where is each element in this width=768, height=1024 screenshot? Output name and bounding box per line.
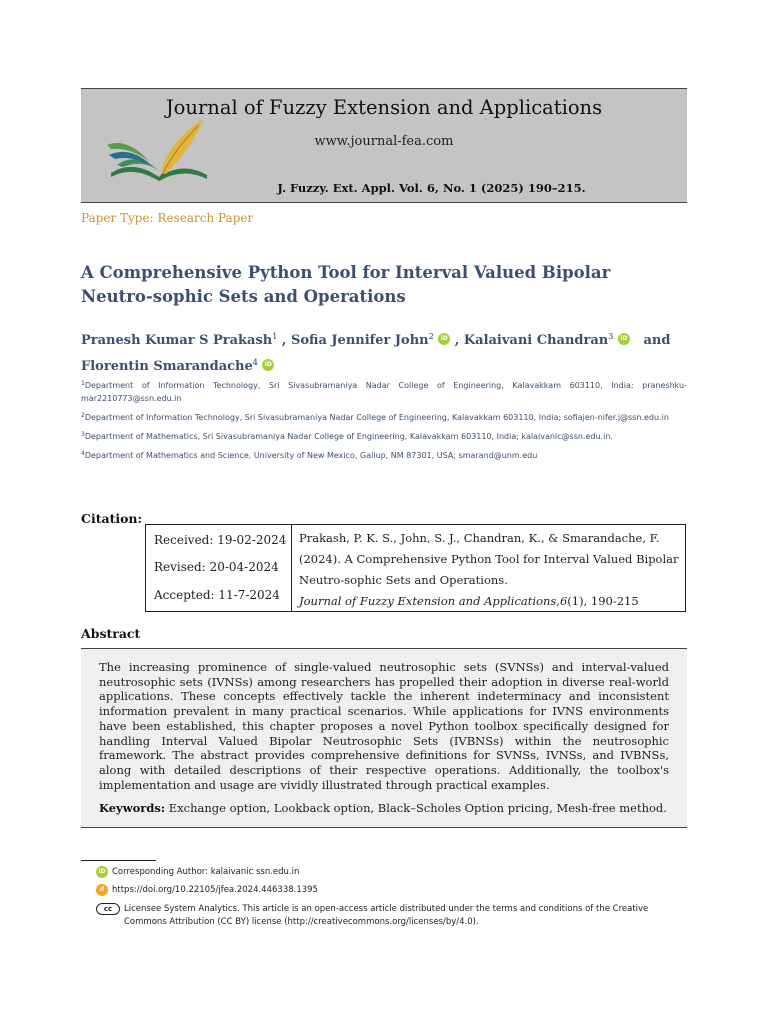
keywords	[99, 801, 667, 815]
abstract-text: The increasing prominence of single-valued neutrosophic sets (SVNSs) and interval-valued neutrosophic sets (IVNSs) among researchers has propelled their adoption in diverse real-world applications. These concepts effectively tackle the inherent indeterminacy and inconsistent information prevalent in many practical scenarios. While applications for IVNS environments have been established, this chapter proposes a novel Python toolbox specifically designed for handling Interval Valued Bipolar Neutrosophic Sets (IVBNSs) within the neutrosophic framework. The abstract provides comprehensive definitions for SVNSs, IVNSs, and IVBNSs, along with detailed descriptions of their respective operations. Additionally, the toolbox's implementation and usage are vividly illustrated through practical examples.	[99, 660, 669, 792]
citation-dates	[146, 525, 292, 611]
author-sup: 4	[252, 358, 258, 367]
affiliation-text: Department of Information Technology, Sri Sivasubramaniya Nadar College of Engineering, Kalavakkam 603110, India; praneshku-mar2210773@ssn.edu.in	[81, 381, 687, 403]
journal-header	[81, 88, 687, 203]
citation-line: Neutro-sophic Sets and Operations.	[299, 573, 508, 587]
keywords-text: Exchange option, Lookback option, Black–Scholes Option pricing, Mesh-free method.	[168, 801, 667, 815]
affiliations	[81, 377, 687, 466]
author-separator: ,	[277, 333, 287, 348]
cc-by-license-icon: cc	[96, 903, 120, 915]
orcid-icon[interactable]: iD	[262, 359, 274, 371]
author-sup: 3	[608, 332, 614, 341]
citation-box	[145, 524, 686, 612]
affiliation-item	[81, 409, 687, 424]
citation-journal-name: Journal of Fuzzy Extension and Applications,6	[299, 594, 568, 608]
abstract-label: Abstract	[81, 626, 141, 641]
author-separator: ,	[450, 333, 460, 348]
affiliation-item	[81, 447, 687, 462]
quill-book-logo-icon	[103, 115, 215, 191]
journal-issue: J. Fuzzy. Ext. Appl. Vol. 6, No. 1 (2025) 190–215.	[277, 181, 586, 195]
accepted-date: Accepted: 11-7-2024	[154, 588, 280, 602]
paper-type: Paper Type: Research Paper	[81, 211, 254, 225]
keywords-label: Keywords:	[99, 801, 166, 815]
doi-icon: d	[96, 884, 108, 896]
paper-title: A Comprehensive Python Tool for Interval Valued Bipolar Neutro-sophic Sets and Operations	[81, 263, 611, 306]
affiliation-item	[81, 428, 687, 443]
corresponding-author: Corresponding Author: kalaivanic ssn.edu.in	[112, 867, 300, 877]
author-sup: 2	[428, 332, 434, 341]
affiliation-sup: 1	[81, 380, 85, 387]
orcid-icon[interactable]: iD	[618, 333, 630, 345]
author-name: Kalaivani Chandran	[463, 333, 609, 348]
author-name: Pranesh Kumar S Prakash	[81, 333, 273, 348]
orcid-icon[interactable]: iD	[438, 333, 450, 345]
author-sup: 1	[272, 332, 278, 341]
footnote-divider	[81, 860, 156, 861]
abstract-box	[81, 648, 687, 828]
affiliation-text: Department of Information Technology, Sri Sivasubramaniya Nadar College of Engineering, Kalavakkam 603110, India; sofiajen-nifer.j@ssn.edu.in	[84, 413, 669, 422]
affiliation-sup: 3	[81, 431, 85, 438]
orcid-icon[interactable]: iD	[96, 866, 108, 878]
received-date: Received: 19-02-2024	[154, 533, 287, 547]
author-name: Florentin Smarandache	[81, 359, 253, 374]
affiliation-item	[81, 377, 687, 405]
author-separator: and	[638, 333, 671, 348]
affiliation-sup: 4	[81, 450, 85, 457]
citation-line: (2024). A Comprehensive Python Tool for Interval Valued Bipolar	[299, 552, 679, 566]
affiliation-text: Department of Mathematics and Science, University of New Mexico, Gallup, NM 87301, USA; smarand@unm.edu	[84, 451, 538, 460]
citation-journal	[299, 591, 681, 612]
author-name: Sofia Jennifer John	[290, 333, 429, 348]
citation-reference	[299, 528, 681, 612]
citation-label: Citation:	[81, 511, 143, 526]
author-list	[81, 326, 687, 378]
affiliation-text: Department of Mathematics, Sri Sivasubramaniya Nadar College of Engineering, Kalavakkam 603110, India; kalaivanic@ssn.edu.in.	[84, 432, 613, 441]
license-text: Licensee System Analytics. This article is an open-access article distributed under the terms and conditions of the Creative Commons Attribution (CC BY) license (http://creativecommons.org/licenses/by/4.0).	[124, 904, 649, 927]
journal-url[interactable]: www.journal-fea.com	[314, 134, 454, 149]
doi-link[interactable]: https://doi.org/10.22105/jfea.2024.446338.1395	[112, 885, 318, 895]
citation-line: Prakash, P. K. S., John, S. J., Chandran, K., & Smarandache, F.	[299, 531, 660, 545]
revised-date: Revised: 20-04-2024	[154, 560, 279, 574]
citation-pages: (1), 190-215	[567, 594, 639, 608]
affiliation-sup: 2	[81, 412, 85, 419]
journal-name: Journal of Fuzzy Extension and Applications	[165, 96, 603, 119]
